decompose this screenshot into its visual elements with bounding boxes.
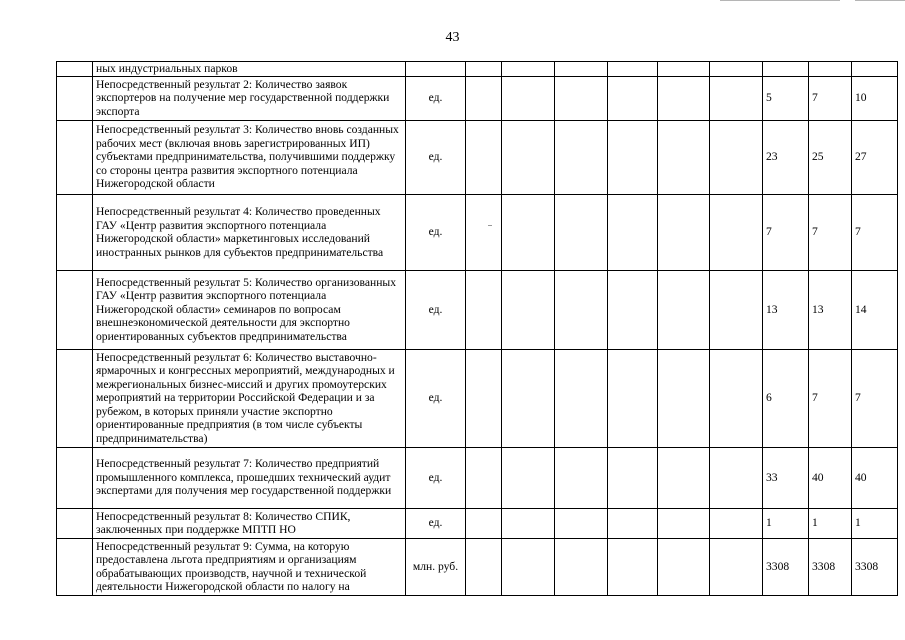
table-row <box>57 76 898 120</box>
table-row <box>57 538 898 595</box>
empty-cell <box>555 194 608 270</box>
value-cell: 13 <box>763 270 809 349</box>
value-cell: 3308 <box>763 538 809 595</box>
empty-cell <box>710 447 763 508</box>
page-number: 43 <box>445 30 460 45</box>
row-number-cell <box>57 349 93 447</box>
value-cell: 13 <box>809 270 852 349</box>
empty-cell <box>608 62 658 77</box>
indicator-description: Непосредственный результат 6: Количество выставочно-ярмарочных и конгрессных мероприятий, международных и межрегиональных бизнес-миссий и других промоутерских мероприятий на территории Российской Федерации и за рубежом, в которых приняли участие экспортно ориентированные предприятия (в том числе субъекты предпринимательства) <box>93 349 406 447</box>
empty-cell <box>555 538 608 595</box>
empty-cell <box>555 120 608 194</box>
value-cell: 23 <box>763 120 809 194</box>
empty-cell <box>710 349 763 447</box>
value-cell: 7 <box>809 349 852 447</box>
value-cell: 27 <box>852 120 898 194</box>
value-cell: 7 <box>852 349 898 447</box>
empty-cell <box>658 62 710 77</box>
indicator-description: Непосредственный результат 3: Количество вновь созданных рабочих мест (включая вновь зарегистрированных ИП) субъектами предпринимательства, получившими поддержку со стороны центра развития экспортного потенциала Нижегородской области <box>93 120 406 194</box>
empty-cell <box>466 194 502 270</box>
empty-cell <box>466 62 502 77</box>
value-cell: 7 <box>763 194 809 270</box>
row-number-cell <box>57 62 93 77</box>
empty-cell <box>710 508 763 538</box>
empty-cell <box>710 120 763 194</box>
value-cell: 1 <box>852 508 898 538</box>
indicator-description: ных индустриальных парков <box>93 62 406 77</box>
row-number-cell <box>57 270 93 349</box>
scan-edge-line <box>855 0 905 1</box>
empty-cell <box>466 76 502 120</box>
empty-cell <box>502 76 555 120</box>
empty-cell <box>466 120 502 194</box>
indicators-table <box>56 61 898 596</box>
empty-cell <box>658 270 710 349</box>
indicator-description: Непосредственный результат 8: Количество СПИК, заключенных при поддержке МПТП НО <box>93 508 406 538</box>
value-cell: 7 <box>809 194 852 270</box>
table-body <box>57 62 898 596</box>
empty-cell <box>555 349 608 447</box>
indicator-description: Непосредственный результат 4: Количество проведенных ГАУ «Центр развития экспортного потенциала Нижегородской области» маркетинговых исследований иностранных рынков для субъектов предпринимательства <box>93 194 406 270</box>
value-cell: 14 <box>852 270 898 349</box>
value-cell: 7 <box>852 194 898 270</box>
empty-cell <box>608 270 658 349</box>
indicator-description: Непосредственный результат 2: Количество заявок экспортеров на получение мер государственной поддержки экспорта <box>93 76 406 120</box>
empty-cell <box>658 76 710 120</box>
empty-cell <box>608 538 658 595</box>
empty-cell <box>466 447 502 508</box>
empty-cell <box>502 270 555 349</box>
empty-cell <box>658 349 710 447</box>
empty-cell <box>710 270 763 349</box>
table-row <box>57 194 898 270</box>
unit-cell: ед. <box>406 349 466 447</box>
value-cell: 40 <box>809 447 852 508</box>
table-row <box>57 508 898 538</box>
scan-artifact <box>488 225 492 226</box>
unit-cell: ед. <box>406 508 466 538</box>
unit-cell: ед. <box>406 194 466 270</box>
unit-cell: ед. <box>406 270 466 349</box>
indicator-description: Непосредственный результат 5: Количество организованных ГАУ «Центр развития экспортного потенциала Нижегородской области» семинаров по вопросам внешнеэкономической деятельности для экспортно ориентированных субъектов предпринимательства <box>93 270 406 349</box>
empty-cell <box>466 508 502 538</box>
empty-cell <box>466 270 502 349</box>
value-cell: 3308 <box>809 538 852 595</box>
unit-cell: млн. руб. <box>406 538 466 595</box>
empty-cell <box>608 76 658 120</box>
table-row <box>57 120 898 194</box>
empty-cell <box>502 120 555 194</box>
row-number-cell <box>57 76 93 120</box>
empty-cell <box>555 270 608 349</box>
value-cell: 10 <box>852 76 898 120</box>
empty-cell <box>608 447 658 508</box>
value-cell: 1 <box>763 508 809 538</box>
empty-cell <box>502 508 555 538</box>
empty-cell <box>710 76 763 120</box>
empty-cell <box>658 538 710 595</box>
table-row <box>57 270 898 349</box>
empty-cell <box>710 194 763 270</box>
empty-cell <box>658 508 710 538</box>
table-row <box>57 447 898 508</box>
empty-cell <box>502 349 555 447</box>
empty-cell <box>502 447 555 508</box>
empty-cell <box>710 538 763 595</box>
empty-cell <box>555 447 608 508</box>
unit-cell: ед. <box>406 447 466 508</box>
empty-cell <box>466 538 502 595</box>
table-row <box>57 62 898 77</box>
value-cell: 1 <box>809 508 852 538</box>
indicator-description: Непосредственный результат 7: Количество предприятий промышленного комплекса, прошедших технический аудит экспертами для получения мер государственной поддержки <box>93 447 406 508</box>
empty-cell <box>555 508 608 538</box>
value-cell: 25 <box>809 120 852 194</box>
empty-cell <box>502 62 555 77</box>
row-number-cell <box>57 120 93 194</box>
empty-cell <box>608 349 658 447</box>
scan-edge-line <box>720 0 840 1</box>
empty-cell <box>710 62 763 77</box>
empty-cell <box>608 194 658 270</box>
value-cell: 33 <box>763 447 809 508</box>
value-cell <box>809 62 852 77</box>
indicator-description: Непосредственный результат 9: Сумма, на которую предоставлена льгота предприятиям и организациям обрабатывающих производств, научной и технической деятельности Нижегородской области по налогу на <box>93 538 406 595</box>
value-cell <box>763 62 809 77</box>
empty-cell <box>555 76 608 120</box>
empty-cell <box>555 62 608 77</box>
unit-cell <box>406 62 466 77</box>
value-cell <box>852 62 898 77</box>
empty-cell <box>658 194 710 270</box>
empty-cell <box>502 538 555 595</box>
value-cell: 7 <box>809 76 852 120</box>
row-number-cell <box>57 194 93 270</box>
table-row <box>57 349 898 447</box>
empty-cell <box>658 120 710 194</box>
empty-cell <box>502 194 555 270</box>
row-number-cell <box>57 538 93 595</box>
empty-cell <box>466 349 502 447</box>
empty-cell <box>608 120 658 194</box>
empty-cell <box>608 508 658 538</box>
unit-cell: ед. <box>406 76 466 120</box>
value-cell: 5 <box>763 76 809 120</box>
row-number-cell <box>57 447 93 508</box>
row-number-cell <box>57 508 93 538</box>
unit-cell: ед. <box>406 120 466 194</box>
empty-cell <box>658 447 710 508</box>
value-cell: 40 <box>852 447 898 508</box>
value-cell: 3308 <box>852 538 898 595</box>
value-cell: 6 <box>763 349 809 447</box>
